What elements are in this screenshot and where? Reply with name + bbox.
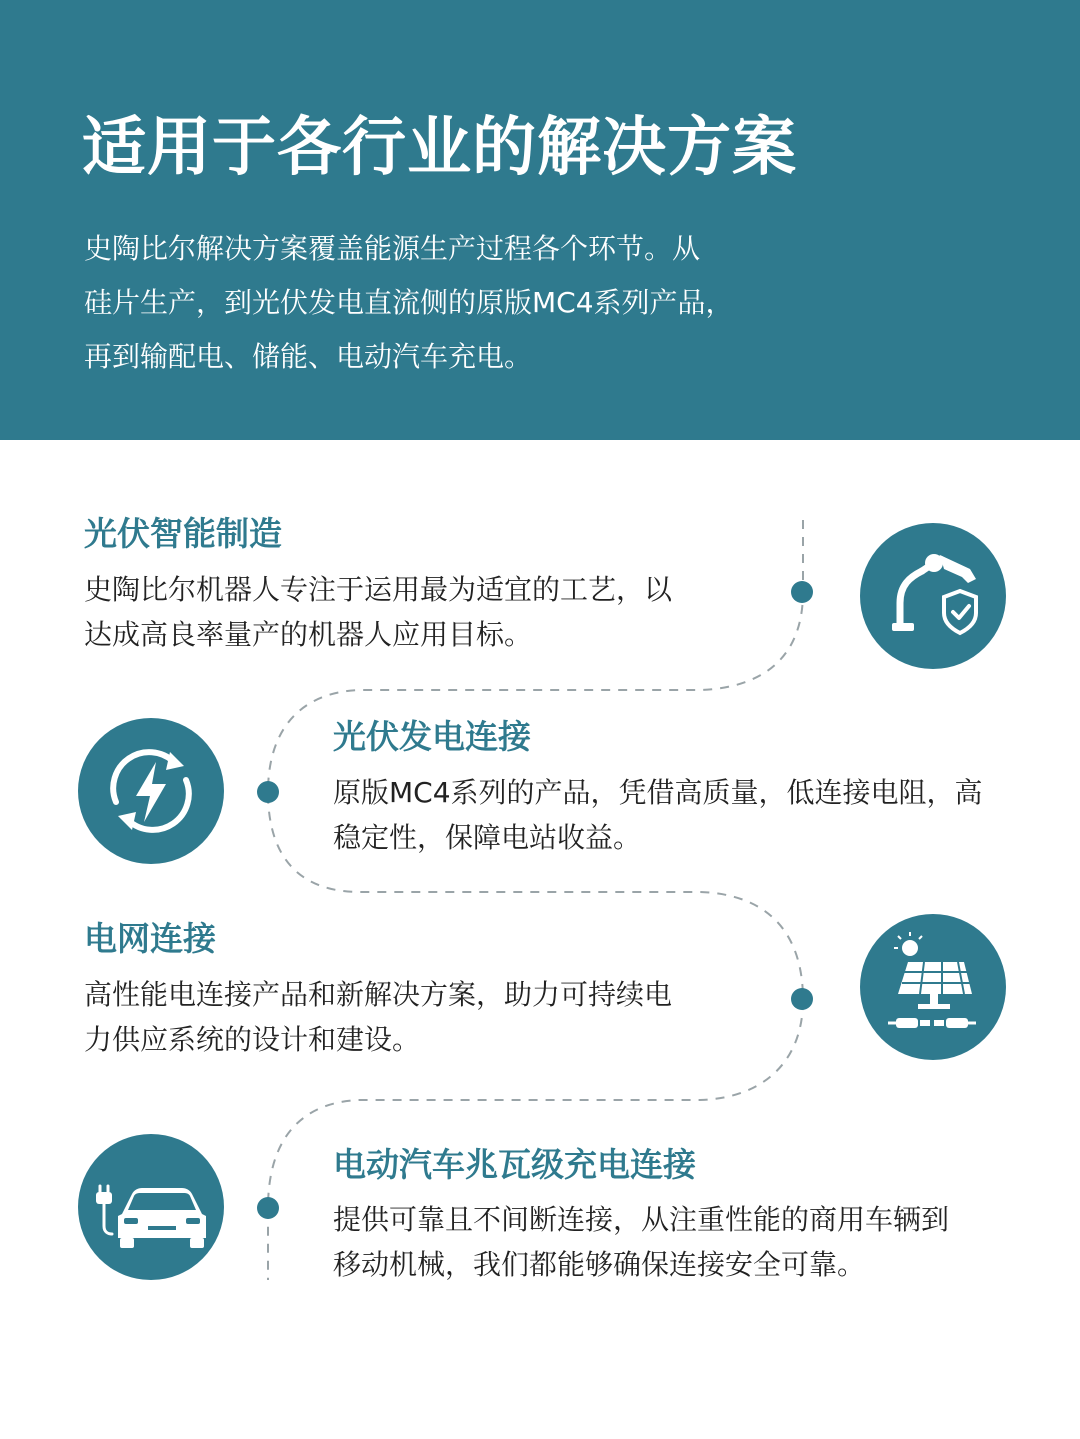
lightning-cycle-icon [78, 718, 224, 864]
desc-line: 力供应系统的设计和建设。 [84, 1023, 421, 1056]
intro-line: 史陶比尔解决方案覆盖能源生产过程各个环节。从 [84, 232, 701, 265]
desc-line: 史陶比尔机器人专注于运用最为适宜的工艺，以 [84, 573, 673, 606]
timeline-dot [257, 1197, 279, 1219]
section-desc-ev-charging [333, 1197, 949, 1287]
section-title-grid-connection: 电网连接 [84, 919, 216, 958]
page-title: 适用于各行业的解决方案 [82, 111, 797, 185]
section-title-pv-connection: 光伏发电连接 [333, 717, 531, 756]
ev-charging-car-icon [78, 1134, 224, 1280]
timeline-dot [257, 781, 279, 803]
robot-arm-shield-icon [860, 523, 1006, 669]
solar-panel-connector-icon [860, 914, 1006, 1060]
desc-line: 原版MC4系列的产品，凭借高质量，低连接电阻，高 [333, 776, 983, 809]
section-title-pv-manufacturing: 光伏智能制造 [84, 514, 282, 553]
section-desc-pv-manufacturing [84, 567, 672, 657]
timeline-dot [791, 581, 813, 603]
desc-line: 提供可靠且不间断连接，从注重性能的商用车辆到 [333, 1203, 950, 1236]
timeline-dot [791, 988, 813, 1010]
section-title-ev-charging: 电动汽车兆瓦级充电连接 [333, 1145, 696, 1184]
desc-line: 高性能电连接产品和新解决方案，助力可持续电 [84, 978, 673, 1011]
section-desc-pv-connection [333, 770, 983, 860]
intro-line: 硅片生产，到光伏发电直流侧的原版MC4系列产品， [84, 286, 734, 319]
desc-line: 稳定性，保障电站收益。 [333, 821, 642, 854]
desc-line: 移动机械，我们都能够确保连接安全可靠。 [333, 1248, 866, 1281]
section-desc-grid-connection [84, 972, 672, 1062]
intro-line: 再到输配电、储能、电动汽车充电。 [84, 340, 533, 373]
desc-line: 达成高良率量产的机器人应用目标。 [84, 618, 533, 651]
